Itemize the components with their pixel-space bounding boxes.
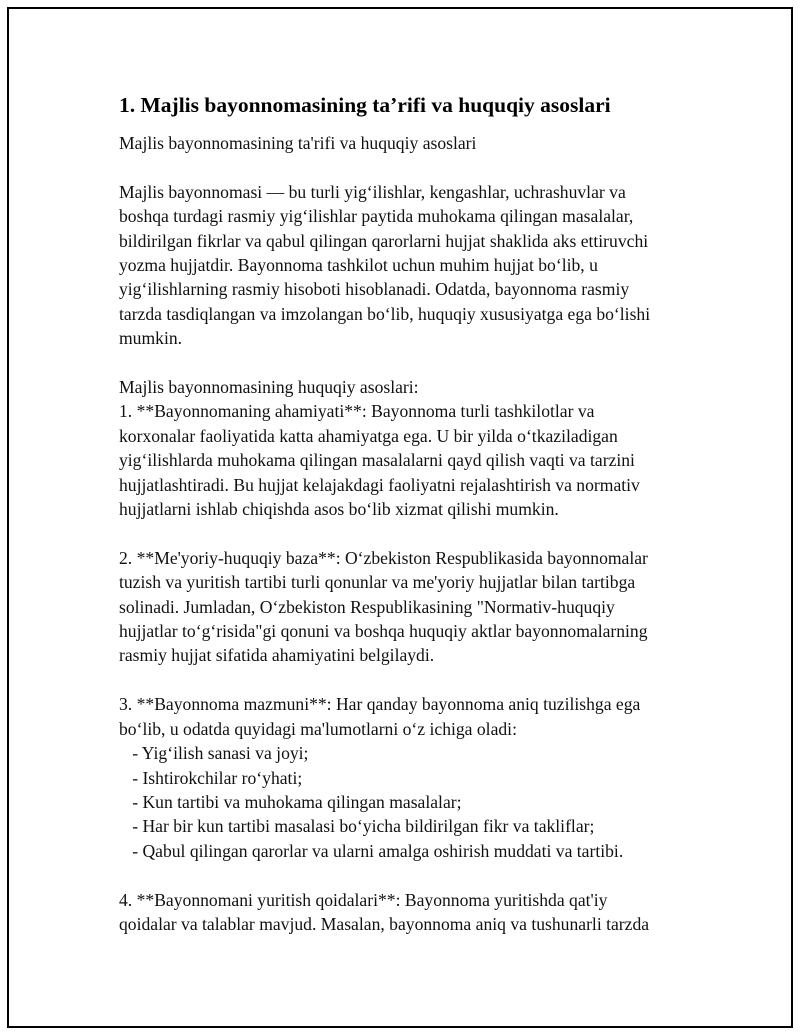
document-subtitle: Majlis bayonnomasining ta'rifi va huquqiy asoslari: [119, 133, 477, 153]
point-3-paragraph: 3. **Bayonnoma mazmuni**: Har qanday bayonnoma aniq tuzilishga ega bo‘lib, u odatda quyidagi ma'lumotlarni o‘z ichiga oladi:: [119, 694, 641, 739]
list-item: - Har bir kun tartibi masalasi bo‘yicha bildirilgan fikr va takliflar;: [119, 816, 595, 837]
paragraph-gap: [119, 668, 689, 692]
paragraph-gap: [119, 351, 689, 375]
document-title: 1. Majlis bayonnomasining ta’rifi va huquqiy asoslari: [119, 93, 611, 117]
point-3-list: [119, 741, 689, 863]
list-item: - Kun tartibi va muhokama qilingan masalalar;: [119, 791, 462, 812]
point-4-paragraph: 4. **Bayonnomani yuritish qoidalari**: Bayonnoma yuritishda qat'iy qoidalar va talablar mavjud. Masalan, bayonnoma aniq va tushunarli tarzda: [119, 889, 650, 934]
point-1-paragraph: 1. **Bayonnomaning ahamiyati**: Bayonnoma turli tashkilotlar va korxonalar faoliyatida katta ahamiyatga ega. U bir yilda o‘tkaziladigan yig‘ilishlarda muhokama qilingan masalalarni qayd qilish vaqti va tarzini hujjatlashtiradi. Bu hujjat kelajakdagi faoliyatni rejalashtirish va normativ hujjatlarni ishlab chiqishda asos bo‘lib xizmat qilishi mumkin.: [119, 401, 640, 520]
document-body: [119, 91, 689, 936]
paragraph-gap: [119, 155, 689, 179]
paragraph-gap: [119, 521, 689, 545]
legal-basis-heading: Majlis bayonnomasining huquqiy asoslari:: [119, 377, 419, 398]
document-page: [7, 7, 793, 1028]
paragraph-gap: [119, 863, 689, 887]
list-item: - Yig‘ilish sanasi va joyi;: [119, 743, 309, 764]
point-2-paragraph: 2. **Me'yoriy-huquqiy baza**: O‘zbekiston Respublikasida bayonnomalar tuzish va yuritish tartibi turli qonunlar va me'yoriy hujjatlar bilan tartibga solinadi. Jumladan, O‘zbekiston Respublikasining "Normativ-huquqiy hujjatlar to‘g‘risida"gi qonuni va boshqa huquqiy aktlar bayonnomalarning rasmiy hujjat sifatida ahamiyatini belgilaydi.: [119, 547, 648, 666]
list-item: - Qabul qilingan qarorlar va ularni amalga oshirish muddati va tartibi.: [119, 840, 624, 861]
list-item: - Ishtirokchilar ro‘yhati;: [119, 767, 303, 788]
intro-paragraph: Majlis bayonnomasi — bu turli yig‘ilishlar, kengashlar, uchrashuvlar va boshqa turdagi rasmiy yig‘ilishlar paytida muhokama qilingan masalalar, bildirilgan fikrlar va qabul qilingan qarorlarni hujjat shaklida aks ettiruvchi yozma hujjatdir. Bayonnoma tashkilot uchun muhim hujjat bo‘lib, u yig‘ilishlarning rasmiy hisoboti hisoblanadi. Odatda, bayonnoma rasmiy tarzda tasdiqlangan va imzolangan bo‘lib, huquqiy xususiyatga ega bo‘lishi mumkin.: [119, 181, 651, 349]
